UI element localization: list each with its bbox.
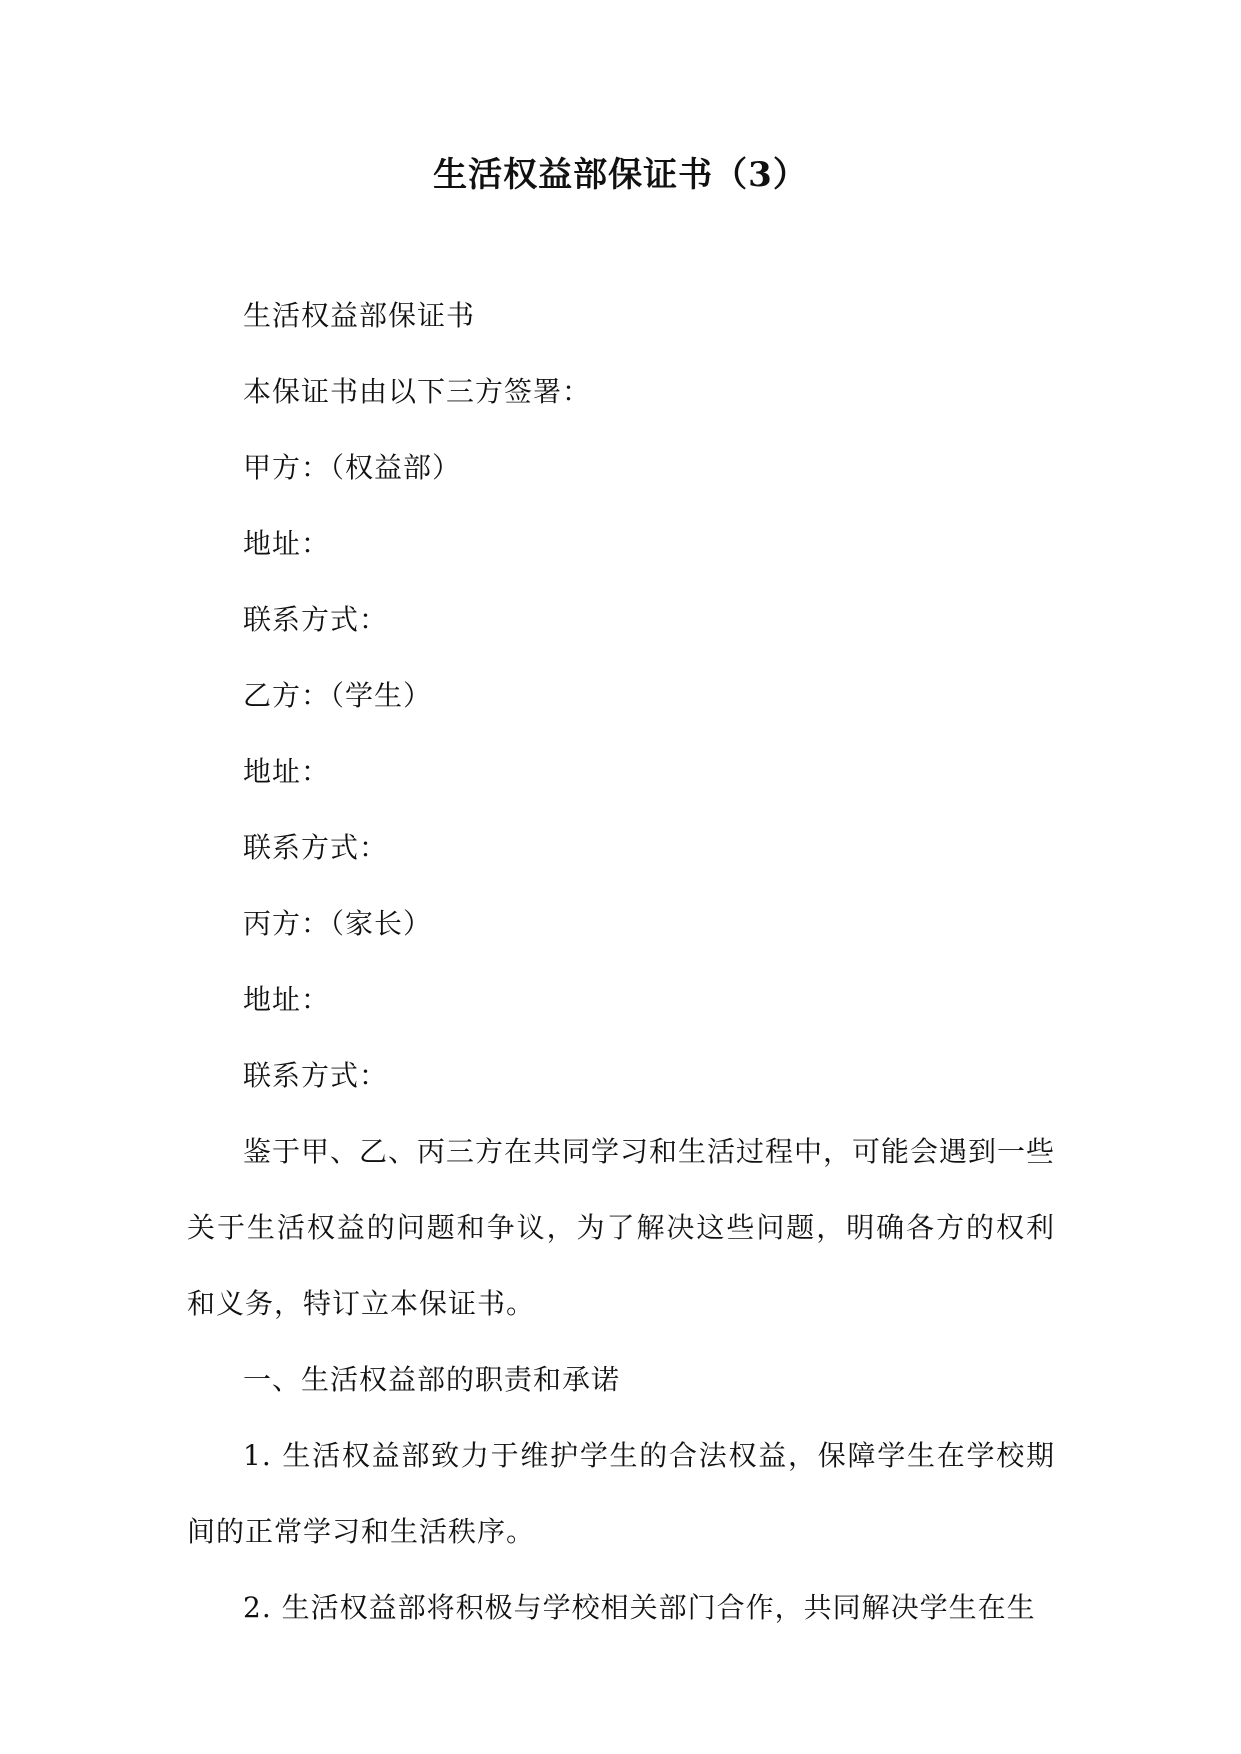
party-a-contact: 联系方式： — [243, 603, 389, 636]
party-b: 乙方：（学生） — [243, 679, 433, 712]
paragraph-heading: 生活权益部保证书 — [243, 299, 476, 332]
party-c-contact: 联系方式： — [243, 1059, 389, 1092]
party-c: 丙方：（家长） — [243, 907, 433, 940]
party-b-address: 地址： — [243, 755, 331, 788]
section-heading-1: 一、生活权益部的职责和承诺 — [243, 1363, 621, 1396]
paragraph-preamble: 鉴于甲、乙、丙三方在共同学习和生活过程中，可能会遇到一些关于生活权益的问题和争议，为了解决这些问题，明确各方的权利和义务，特订立本保证书。 — [187, 1135, 1056, 1320]
document-body — [187, 278, 1055, 1646]
party-a: 甲方：（权益部） — [243, 451, 462, 484]
paragraph-intro: 本保证书由以下三方签署： — [243, 375, 592, 408]
party-c-address: 地址： — [243, 983, 331, 1016]
clause-2: 2. 生活权益部将积极与学校相关部门合作，共同解决学生在生 — [243, 1591, 1036, 1624]
clause-1: 1. 生活权益部致力于维护学生的合法权益，保障学生在学校期间的正常学习和生活秩序。 — [187, 1439, 1055, 1548]
party-a-address: 地址： — [243, 527, 331, 560]
party-b-contact: 联系方式： — [243, 831, 389, 864]
document-title: 生活权益部保证书（3） — [433, 155, 808, 195]
